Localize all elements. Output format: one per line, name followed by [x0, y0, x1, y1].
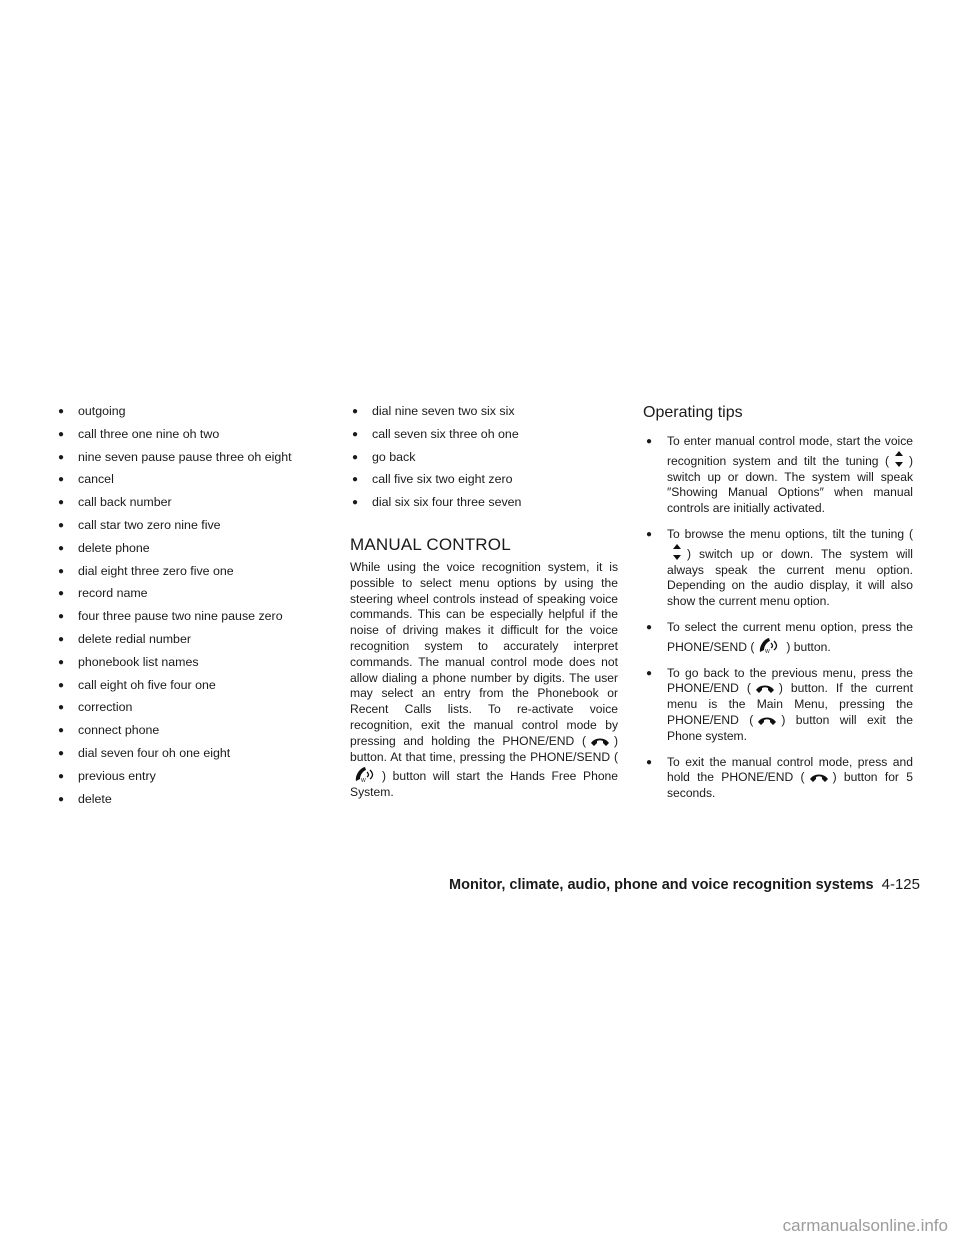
page-footer	[420, 876, 920, 894]
list-item: ● phonebook list names	[56, 655, 321, 678]
list-item: ● To exit the manual control mode, press and hold the PHONE/END ( ) button for 5 seconds.	[643, 755, 913, 802]
list-item: ● dial nine seven two six six	[350, 404, 618, 427]
section-title: MANUAL CONTROL	[350, 534, 511, 554]
list-item: ● dial six six four three seven	[350, 495, 618, 518]
watermark: carmanualsonline.info	[782, 1216, 948, 1235]
footer-title: Monitor, climate, audio, phone and voice recognition systems	[449, 877, 874, 893]
list-item: ● go back	[350, 450, 618, 473]
list-item: ● four three pause two nine pause zero	[56, 609, 321, 632]
left-column	[56, 404, 321, 814]
operating-tips-list	[643, 434, 913, 802]
phone-end-icon	[756, 715, 778, 727]
list-item: ● call five six two eight zero	[350, 472, 618, 495]
phone-send-icon	[757, 636, 783, 654]
list-item: ● dial seven four oh one eight	[56, 746, 321, 769]
list-item: ● record name	[56, 586, 321, 609]
phone-end-icon	[589, 736, 611, 748]
tuning-switch-icon	[892, 450, 906, 468]
manual-control-paragraph: While using the voice recognition system, it is possible to select menu options by using the steering wheel controls instead of speaking voice commands. This can be especially helpful if the noise of driving makes it difficult for the voice recognition system to accurately interpret commands. The manual control mode does not allow dialing a phone number by digits. The user may select an entry from the Phonebook or Recent Calls lists. To re-activate voice recognition, exit the manual control mode by pressing and holding the PHONE/END ( ) button. At that time, pressing the PHONE/SEND ( W ) button will start the Hands Free Phone System.	[350, 559, 618, 800]
list-item: ● dial eight three zero five one	[56, 564, 321, 587]
svg-text:W: W	[765, 648, 771, 654]
list-item: ● call eight oh five four one	[56, 678, 321, 701]
list-item: ● To select the current menu option, press the PHONE/SEND ( W ) button.	[643, 620, 913, 656]
list-item: ● delete redial number	[56, 632, 321, 655]
svg-text:W: W	[361, 778, 366, 784]
list-item: ● previous entry	[56, 769, 321, 792]
list-item: ● call star two zero nine five	[56, 518, 321, 541]
list-item: ● call three one nine oh two	[56, 427, 321, 450]
voice-command-list-1	[56, 404, 321, 814]
list-item: ● outgoing	[56, 404, 321, 427]
operating-tips-title: Operating tips	[643, 404, 743, 421]
list-item: ● connect phone	[56, 723, 321, 746]
list-item: ● delete phone	[56, 541, 321, 564]
list-item: ● nine seven pause pause three oh eight	[56, 450, 321, 473]
list-item: ● call back number	[56, 495, 321, 518]
list-item: ● call seven six three oh one	[350, 427, 618, 450]
page-number: 4-125	[881, 876, 920, 893]
phone-end-icon	[754, 683, 776, 695]
list-item: ● To go back to the previous menu, press the PHONE/END ( ) button. If the current menu is the Main Menu, pressing the PHONE/END ( ) button will exit the Phone system.	[643, 666, 913, 745]
tuning-switch-icon	[670, 543, 684, 561]
list-item: ● delete	[56, 792, 321, 815]
right-column	[643, 402, 913, 812]
list-item: ● correction	[56, 700, 321, 723]
list-item: ● To browse the menu options, tilt the tuning () switch up or down. The system will always speak the current menu option. Depending on the audio display, it will also show the current menu option.	[643, 527, 913, 610]
phone-send-icon	[353, 765, 379, 783]
phone-end-icon	[808, 772, 830, 784]
middle-column	[350, 404, 618, 801]
list-item: ● To enter manual control mode, start the voice recognition system and tilt the tuning ( ) switch up or down. The system will speak ″Showing Manual Options″ when manual controls are initially activated.	[643, 434, 913, 517]
voice-command-list-2	[350, 404, 618, 518]
list-item: ● cancel	[56, 472, 321, 495]
